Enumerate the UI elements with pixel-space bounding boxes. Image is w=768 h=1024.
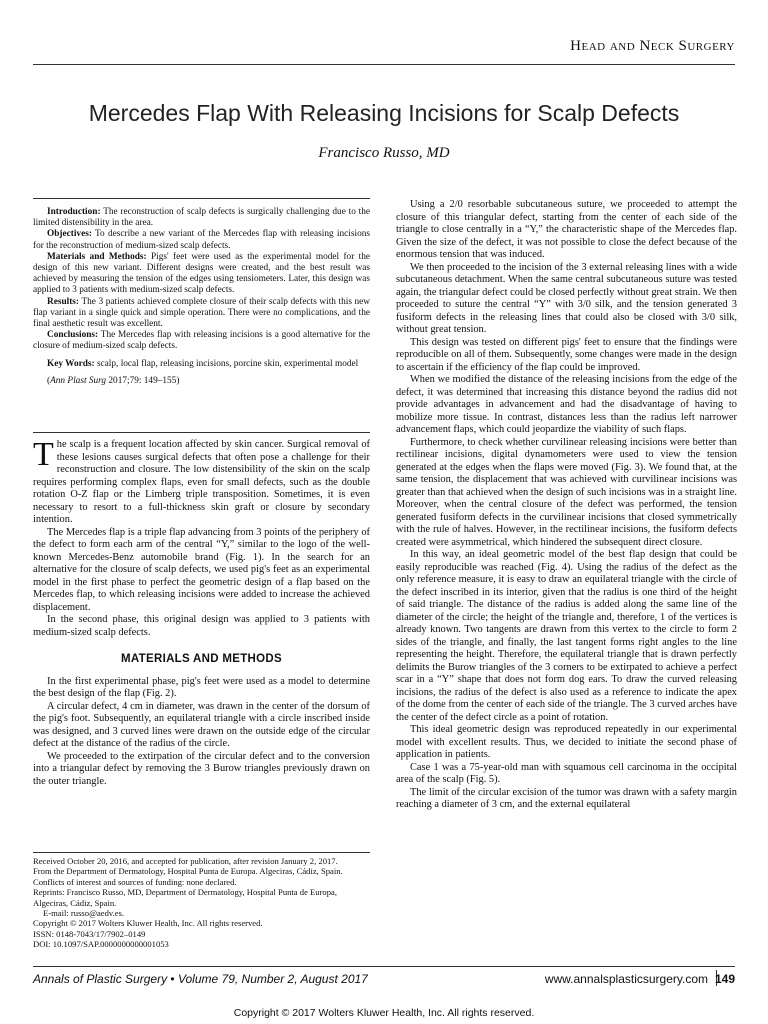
body-paragraph: The Mercedes flap is a triple flap advancing from 3 points of the periphery of the defect to form each arm of the central “Y,” similar to the logo of the well-known Mercedes-Benz automobile brand (Fig. 1). In the search for an alternative for the closure of scalp defects, we used pig's feet as an experimental model in the first phase to perfect the geometric design of a flap based on the Mercedes flap, to which releasing incisions were added to increase the achieved displacement. <box>33 526 370 613</box>
body-paragraph: This ideal geometric design was reproduced repeatedly in our experimental model with excellent results. Thus, we decided to initiate the second phase of application in patients. <box>396 724 737 760</box>
footnote-received: Received October 20, 2016, and accepted for publication, after revision January 2, 2017. <box>33 856 338 866</box>
abstract-objectives <box>33 229 370 251</box>
abstract-text: The 3 patients achieved complete closure of their scalp defects with this new flap variant in a single quick and simple operation. There were no complications, and the final aesthetic result was excellent. <box>33 296 371 330</box>
footnote-issn: ISSN: 0148-7043/17/7902–0149 <box>33 928 146 939</box>
abstract-text: Pigs' feet were used as the experimental model for the design of this new variant. Different designs were created, and the best result was achieved by measuring the tension of the edges using tensiometers. Later, this design was applied to 3 patients with medium-sized scalp defects. <box>33 251 371 296</box>
abstract-conclusions <box>33 330 370 352</box>
abstract-introduction <box>33 207 370 229</box>
body-paragraph <box>33 436 370 527</box>
keywords-label: Key Words: <box>47 358 95 369</box>
paragraph-text: he scalp is a frequent location affected by skin cancer. Surgical removal of these lesions causes surgical defects that often pose a challenge for their reconstruction and closure. The low distensibility of the skin on the scalp requires performing complex flaps, even for small defects, such as the double rotation O-Z flap or the Limberg triple transposition. Sometimes, it is even necessary to resort to a full-thickness skin graft or closure by secondary intention. <box>33 439 370 525</box>
abstract-label: Introduction: <box>47 207 101 217</box>
body-paragraph: Case 1 was a 75-year-old man with squamous cell carcinoma in the occipital area of the scalp (Fig. 5). <box>396 761 737 785</box>
body-paragraph: The limit of the circular excision of the tumor was drawn with a safety margin reaching a diameter of 3 cm, and the external equilateral <box>396 786 737 810</box>
page-copyright: Copyright © 2017 Wolters Kluwer Health, Inc. All rights reserved. <box>233 1007 535 1019</box>
abstract-keywords <box>33 359 370 370</box>
article-author: Francisco Russo, MD <box>318 145 450 161</box>
body-paragraph: We then proceeded to the incision of the 3 external releasing lines with a wide subcutaneous detachment. When the same central subcutaneous suture was tested again, the triangular defect could be closed perfectly without great strain. We then proceeded to suture the central “Y” with 3/0 silk, and the tension generated 3 fusiform defects in the releasing lines that could also be closed with 3/0 silk, without great tension. <box>396 261 737 335</box>
abstract-results <box>33 297 370 331</box>
header-rule <box>33 64 735 65</box>
abstract <box>33 198 370 387</box>
citation: (Ann Plast Surg 2017;79: 149–155) <box>47 375 180 386</box>
abstract-label: Conclusions: <box>47 330 99 341</box>
abstract-rule <box>33 432 370 433</box>
footnote-affiliation: From the Department of Dermatology, Hospital Punta de Europa. Algeciras, Cádiz, Spain. <box>33 866 343 877</box>
body-paragraph: A circular defect, 4 cm in diameter, was drawn in the center of the dorsum of the pig's foot. Subsequently, an equilateral triangle with a circle inscribed inside was designed, and 3 curved lines were drawn on the outside edge of the circular defect at the distance of the radius of the circle. <box>33 700 370 749</box>
footnote-conflicts: Conflicts of interest and sources of funding: none declared. <box>33 876 237 887</box>
body-paragraph: In this way, an ideal geometric model of the best flap design that could be easily reproducible was reached (Fig. 4). Using the radius of the defect as the only reference measure, it is easy to draw an equilateral triangle with the circle of the defect inscribed in its interior, given that the radius is one third of the height of said triangle. The distance of the radius is added along the same line of the diameter of the circle; the height of the triangle and, therefore, 1 of the vertices is already known. Two tangents are drawn from this vertex to the circle to form 2 sides of the triangle, and finally, the last tangent forms right angles to the line representing the height. Therefore, the equilateral triangle that is drawn perfectly delimits the Burow triangles of the 3 corners to be extirpated to achieve a perfect scar in a “Y” shape that does not form dog ears. To draw the curved releasing incisions, the radius of the defect is also used as a reference to indicate the apex of the dome from the center of each side of the triangle. The 3 curved arches have the center of the defect circle as a point of rotation. <box>396 549 737 723</box>
footnote-rule <box>33 852 370 853</box>
footer-volume: Volume 79, Number 2, August 2017 <box>177 972 368 986</box>
drop-cap: T <box>33 436 54 473</box>
body-paragraph: In the second phase, this original design was applied to 3 patients with medium-sized scalp defects. <box>33 614 370 638</box>
abstract-label: Results: <box>47 296 80 307</box>
footnote-email: E-mail: russo@aedv.es. <box>43 908 125 919</box>
abstract-text: To describe a new variant of the Mercedes flap with releasing incisions for the reconstruction of medium-sized scalp defects. <box>33 229 370 251</box>
footer-journal-name: Annals of Plastic Surgery <box>33 972 168 986</box>
body-paragraph: This design was tested on different pigs' feet to ensure that the findings were reproducible on all of them. Subsequently, some changes were made in the design to ascertain if the efficiency of the flap could be improved. <box>396 336 737 373</box>
left-column-body <box>33 436 370 788</box>
footnote-reprints: Reprints: Francisco Russo, MD, Department of Dermatology, Hospital Punta de Europa, Algeciras, Cádiz, Spain. <box>33 887 337 908</box>
footer-journal-info <box>33 972 368 986</box>
body-paragraph: Furthermore, to check whether curvilinear releasing incisions were better than rectilinear incisions, digital dynamometers were used to view the tension generated at the edges when the flaps were moved (Fig. 3). We found that, at the same tension, the displacement that was achieved with curvilinear incisions was greater than that achieved when the design of such incisions was in a straight line. Moreover, when the central closure of the defect was performed, the tension generated fusiform defects in the curvilinear incisions that closed symmetrically with the rule of halves. However, in the rectilinear incisions, the fusiform defects created were asymmetrical, which hindered the subsequent direct closure. <box>396 436 737 548</box>
footer-website: www.annalsplasticsurgery.com <box>544 972 708 986</box>
abstract-label: Materials and Methods: <box>47 251 147 262</box>
footnote-doi: DOI: 10.1097/SAP.0000000000001053 <box>33 939 169 950</box>
right-column-body <box>396 199 737 812</box>
body-paragraph: In the first experimental phase, pig's feet were used as a model to determine the best design of the flap (Fig. 2). <box>33 675 370 699</box>
article-title: Mercedes Flap With Releasing Incisions for Scalp Defects <box>88 100 680 126</box>
keywords-text: scalp, local flap, releasing incisions, porcine skin, experimental model <box>96 358 359 369</box>
citation-details: 2017;79: 149–155) <box>108 375 180 386</box>
abstract-text: The Mercedes flap with releasing incisions is a good alternative for the closure of medium-sized scalp defects. <box>33 330 370 352</box>
section-heading-materials-methods: MATERIALS AND METHODS <box>121 653 282 665</box>
journal-section-heading: Head and Neck Surgery <box>570 38 735 54</box>
footnotes <box>33 856 370 950</box>
citation-journal: Ann Plast Surg <box>50 375 107 386</box>
body-paragraph: Using a 2/0 resorbable subcutaneous suture, we proceeded to attempt the closure of this triangular defect, starting from the center of each side of the triangle to close centrally in a “Y,” the characteristic shape of the Mercedes flap. Given the size of the defect, it was not possible to close the defect because of the enormous tension that was induced. <box>396 199 737 260</box>
footer-rule <box>33 966 735 967</box>
page-number: 149 <box>714 972 735 986</box>
body-paragraph: We proceeded to the extirpation of the circular defect and to the conversion into a triangular defect by removing the 3 Burow triangles previously drawn on the outer triangle. <box>33 750 370 787</box>
abstract-text: The reconstruction of scalp defects is surgically challenging due to the limited distensibility in the area. <box>33 207 370 229</box>
footnote-copyright: Copyright © 2017 Wolters Kluwer Health, Inc. All rights reserved. <box>33 918 263 929</box>
abstract-methods <box>33 252 370 297</box>
body-paragraph: When we modified the distance of the releasing incisions from the edge of the defect, it was determined that increasing this distance beyond the radius did not provide advantages in advancement and had the disadvantage of having to mobilize more tissue. In contrast, distances less than the radius left narrower advancement flaps, which could jeopardize the viability of such flaps. <box>396 374 737 435</box>
footer-bullet: • <box>170 972 175 986</box>
abstract-label: Objectives: <box>47 229 92 240</box>
